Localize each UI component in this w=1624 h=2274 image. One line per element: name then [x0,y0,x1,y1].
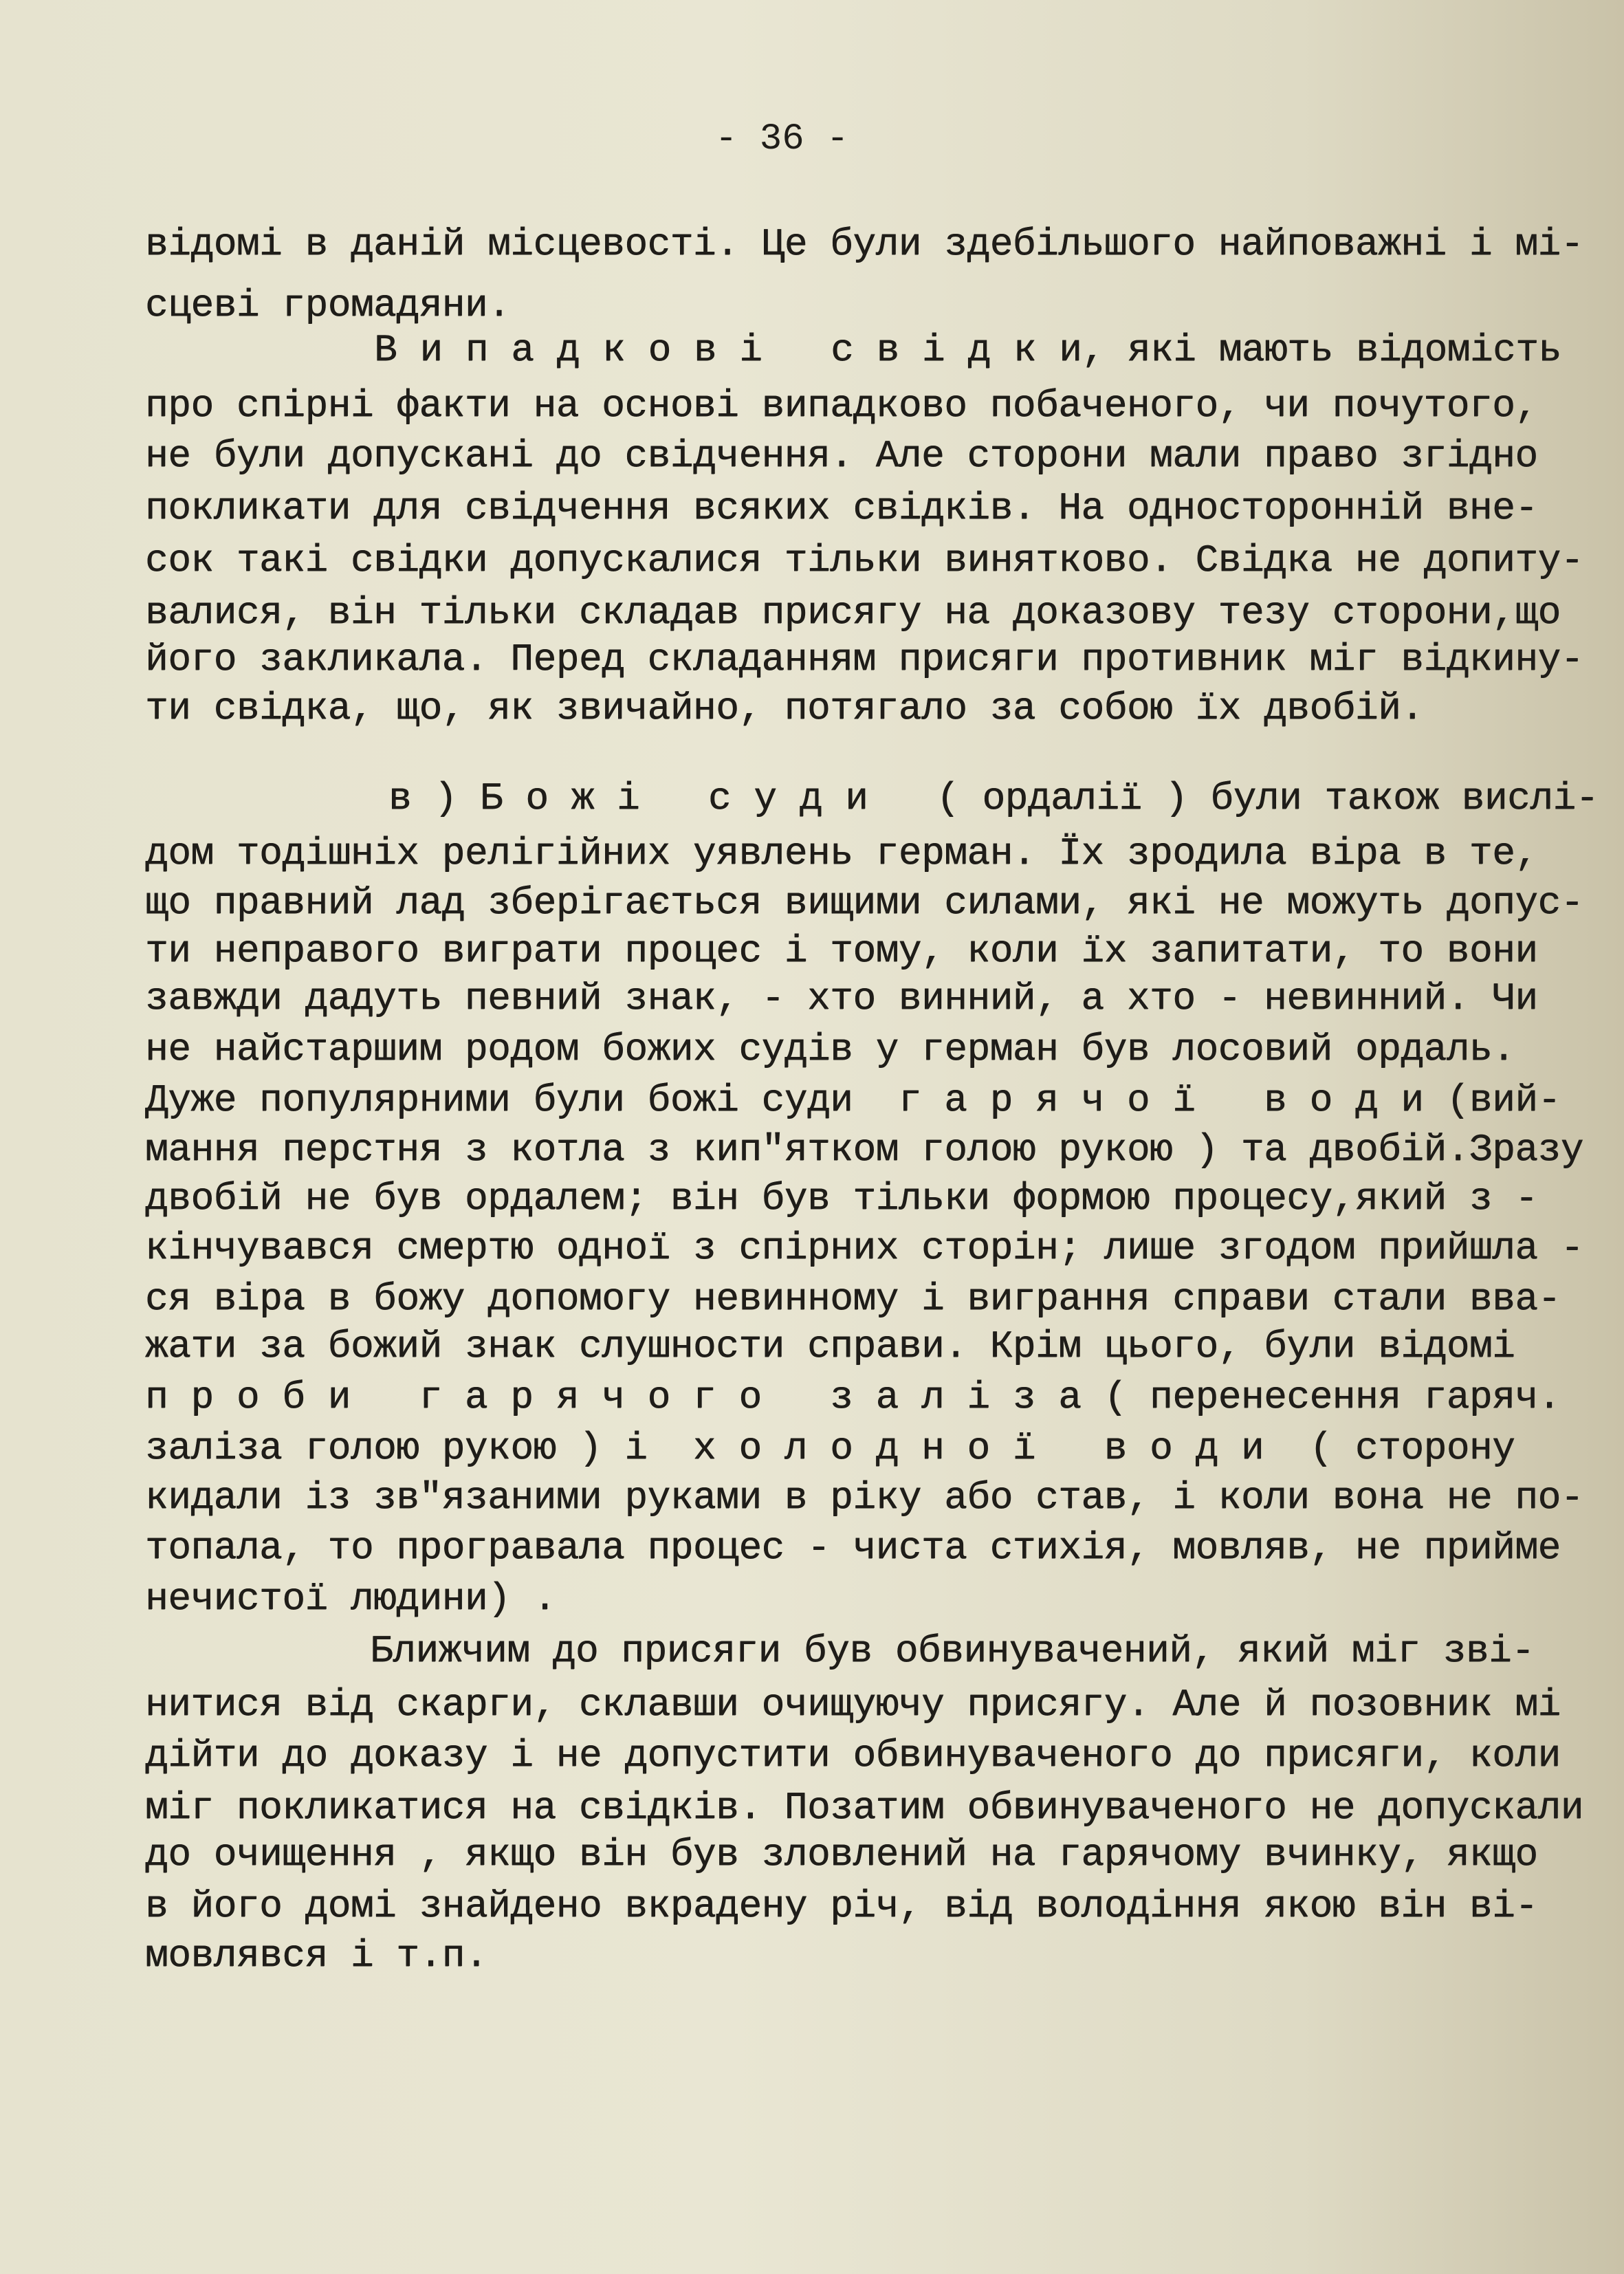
text-line: кидали із зв"язаними руками в ріку або став, і коли вона не по- [145,1476,1583,1520]
text-line: ти свідка, що, як звичайно, потягало за собою їх двобій. [145,686,1424,730]
text-line: про спірні факти на основі випадково побаченого, чи почутого, [145,384,1538,428]
text-line: його закликала. Перед складанням присяги противник міг відкину- [145,637,1583,681]
text-line: нитися від скарги, склавши очищуючу присягу. Але й позовник мі [145,1683,1561,1727]
text-line: до очищення , якщо він був зловлений на гарячому вчинку, якщо [145,1833,1538,1877]
text-line: Ближчим до присяги був обвинувачений, який міг зві- [370,1629,1535,1673]
text-line: мання перстня з котла з кип"ятком голою рукою ) та двобій.Зразу [145,1128,1583,1172]
text-line: Дуже популярними були божі суди г а р я ч о ї в о д и (вий- [145,1078,1561,1122]
text-line: в його домі знайдено вкрадену річ, від володіння якою він ві- [145,1884,1538,1928]
text-line: жати за божий знак слушности справи. Крім цього, були відомі [145,1324,1515,1368]
text-line: що правний лад зберігається вищими силами, які не можуть допус- [145,881,1583,925]
text-line: ти неправого виграти процес і тому, коли їх запитати, то вони [145,929,1538,973]
text-line: нечистої людини) . [145,1577,556,1621]
text-line: В и п а д к о в і с в і д к и, які мають відомість [374,328,1561,372]
text-line: не найстаршим родом божих судів у герман був лосовий ордаль. [145,1027,1515,1071]
text-line: дом тодішніх релігійних уявлень герман. Їх зродила віра в те, [145,831,1538,875]
text-line: кінчувався смертю одної з спірних сторін; лише згодом прийшла - [145,1226,1583,1270]
page-number: - 36 - [715,118,849,160]
text-line: сцеві громадяни. [145,283,511,327]
text-line: мовлявся і т.п. [145,1934,488,1978]
text-line: топала, то програвала процес - чиста стихія, мовляв, не прийме [145,1526,1561,1570]
text-line: дійти до доказу і не допустити обвинуваченого до присяги, коли [145,1734,1561,1778]
text-line: сок такі свідки допускалися тільки винятково. Свідка не допиту- [145,538,1583,582]
text-line: п р о б и г а р я ч о г о з а л і з а ( перенесення гаряч. [145,1375,1561,1419]
text-line: не були допускані до свідчення. Але сторони мали право згідно [145,434,1538,478]
text-line: двобій не був ордалем; він був тільки формою процесу,який з - [145,1177,1538,1221]
text-line: покликати для свідчення всяких свідків. На односторонній вне- [145,486,1538,530]
text-line: міг покликатися на свідків. Позатим обвинуваченого не допускали [145,1786,1583,1830]
text-line: ся віра в божу допомогу невинному і виграння справи стали вва- [145,1277,1561,1321]
text-line: завжди дадуть певний знак, - хто винний, а хто - невинний. Чи [145,976,1538,1020]
text-line: в ) Б о ж і с у д и ( ордалії ) були також вислі- [388,776,1599,820]
text-line: заліза голою рукою ) і х о л о д н о ї в о д и ( сторону [145,1426,1515,1470]
text-line: валися, він тільки складав присягу на доказову тезу сторони,що [145,591,1561,635]
text-line: відомі в даній місцевості. Це були здебільшого найповажні і мі- [145,222,1583,266]
